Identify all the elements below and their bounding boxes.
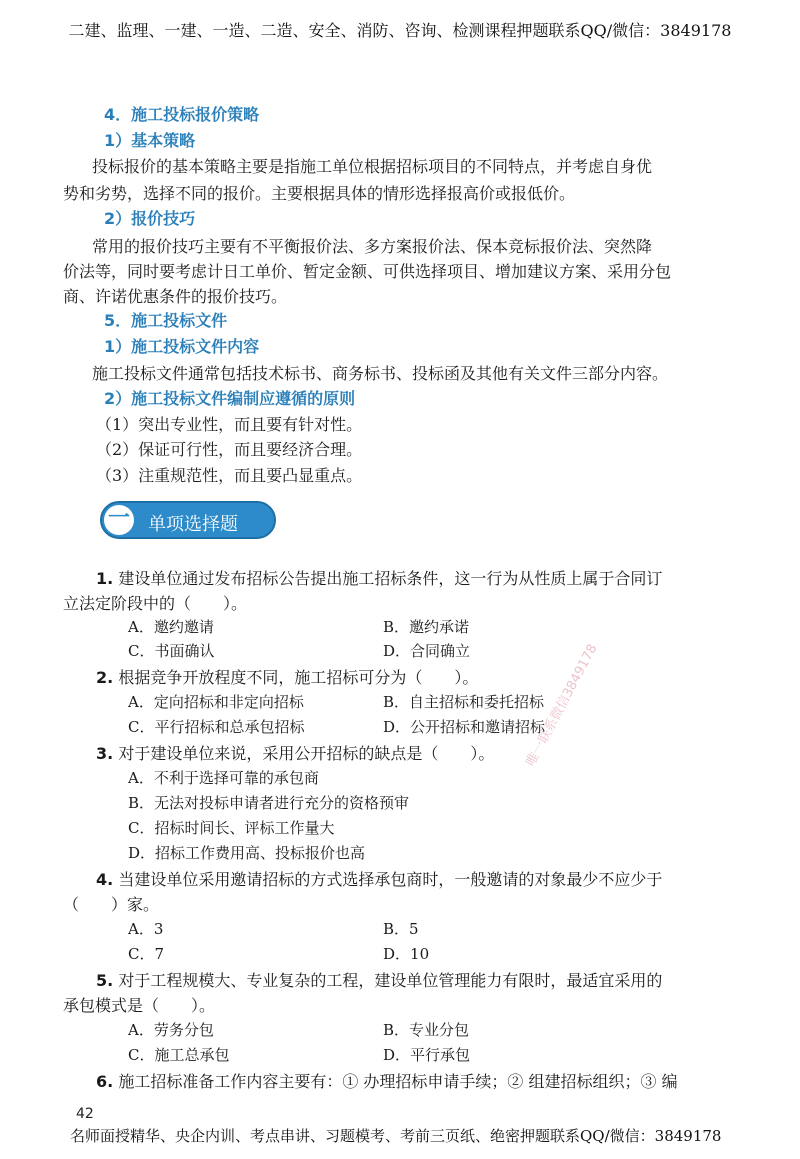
question-number: 3. (96, 744, 114, 763)
option-a: A．3 (128, 920, 164, 938)
question-3 (96, 741, 494, 764)
option-d: D．公开招标和邀请招标 (383, 718, 546, 736)
question-2 (96, 665, 478, 688)
paragraph-line: 常用的报价技巧主要有不平衡报价法、多方案报价法、保本竞标报价法、突然降 (92, 237, 653, 256)
paragraph-line: 势和劣势，选择不同的报价。主要根据具体的情形选择报高价或报低价。 (63, 184, 576, 203)
list-item: （1）突出专业性，而且要有针对性。 (96, 415, 363, 434)
option-c: C．施工总承包 (128, 1046, 230, 1064)
page-number: 42 (76, 1106, 94, 1122)
option-b: B．5 (383, 920, 419, 938)
section-4-title: 4．施工投标报价策略 (104, 105, 260, 124)
option-a: A．不利于选择可靠的承包商 (128, 769, 319, 787)
paragraph-line: 施工投标文件通常包括技术标书、商务标书、投标函及其他有关文件三部分内容。 (92, 364, 669, 383)
page-header-promo: 二建、监理、一建、一造、二造、安全、消防、咨询、检测课程押题联系QQ/微信：3849178 (68, 21, 732, 40)
option-a: A．劳务分包 (128, 1021, 214, 1039)
paragraph-line: 投标报价的基本策略主要是指施工单位根据招标项目的不同特点，并考虑自身优 (92, 157, 653, 176)
option-d: D．10 (383, 945, 430, 963)
section-banner (100, 501, 276, 539)
question-4 (96, 867, 662, 890)
question-text: 建设单位通过发布招标公告提出施工招标条件，这一行为从性质上属于合同订 (118, 569, 663, 588)
section-5-1-title: 1）施工投标文件内容 (104, 337, 260, 356)
option-b: B．自主招标和委托招标 (383, 693, 545, 711)
question-6 (96, 1069, 678, 1092)
section-5-2-title: 2）施工投标文件编制应遵循的原则 (104, 389, 356, 408)
option-d: D．合同确立 (383, 642, 471, 660)
question-5 (96, 968, 662, 991)
question-1 (96, 566, 662, 589)
option-c: C．7 (128, 945, 165, 963)
question-text-cont: 立法定阶段中的（ ）。 (63, 594, 248, 613)
question-text: 对于工程规模大、专业复杂的工程，建设单位管理能力有限时，最适宜采用的 (118, 971, 663, 990)
banner-title: 单项选择题 (148, 514, 238, 535)
list-item: （2）保证可行性，而且要经济合理。 (96, 440, 363, 459)
paragraph-line: 商、许诺优惠条件的报价技巧。 (63, 287, 288, 306)
paragraph-line: 价法等，同时要考虑计日工单价、暂定金额、可供选择项目、增加建议方案、采用分包 (63, 262, 672, 281)
option-c: C．平行招标和总承包招标 (128, 718, 305, 736)
page-footer-promo: 名师面授精华、央企内训、考点串讲、习题模考、考前三页纸、绝密押题联系QQ/微信：3849178 (70, 1127, 722, 1145)
question-text: 根据竞争开放程度不同，施工招标可分为（ ）。 (118, 668, 479, 687)
option-d: D．招标工作费用高、投标报价也高 (128, 844, 366, 862)
question-text: 对于建设单位来说，采用公开招标的缺点是（ ）。 (118, 744, 495, 763)
option-c: C．书面确认 (128, 642, 215, 660)
question-text-cont: （ ）家。 (63, 895, 160, 914)
question-text-cont: 承包模式是（ ）。 (63, 996, 216, 1015)
option-c: C．招标时间长、评标工作量大 (128, 819, 335, 837)
section-5-title: 5．施工投标文件 (104, 311, 228, 330)
option-b: B．专业分包 (383, 1021, 470, 1039)
question-text: 当建设单位采用邀请招标的方式选择承包商时，一般邀请的对象最少不应少于 (118, 870, 663, 889)
option-a: A．邀约邀请 (128, 618, 214, 636)
question-text: 施工招标准备工作内容主要有：① 办理招标申请手续；② 组建招标组织；③ 编 (118, 1072, 678, 1091)
question-number: 5. (96, 971, 114, 990)
list-item: （3）注重规范性，而且要凸显重点。 (96, 466, 363, 485)
section-4-2-title: 2）报价技巧 (104, 209, 196, 228)
question-number: 6. (96, 1072, 114, 1091)
watermark-text: 唯一联系微信3849178 (523, 641, 601, 769)
section-4-1-title: 1）基本策略 (104, 131, 196, 150)
option-b: B．邀约承诺 (383, 618, 470, 636)
option-d: D．平行承包 (383, 1046, 471, 1064)
question-number: 2. (96, 668, 114, 687)
question-number: 1. (96, 569, 114, 588)
option-a: A．定向招标和非定向招标 (128, 693, 304, 711)
question-number: 4. (96, 870, 114, 889)
banner-number: 一 (104, 505, 134, 535)
option-b: B．无法对投标申请者进行充分的资格预审 (128, 794, 410, 812)
